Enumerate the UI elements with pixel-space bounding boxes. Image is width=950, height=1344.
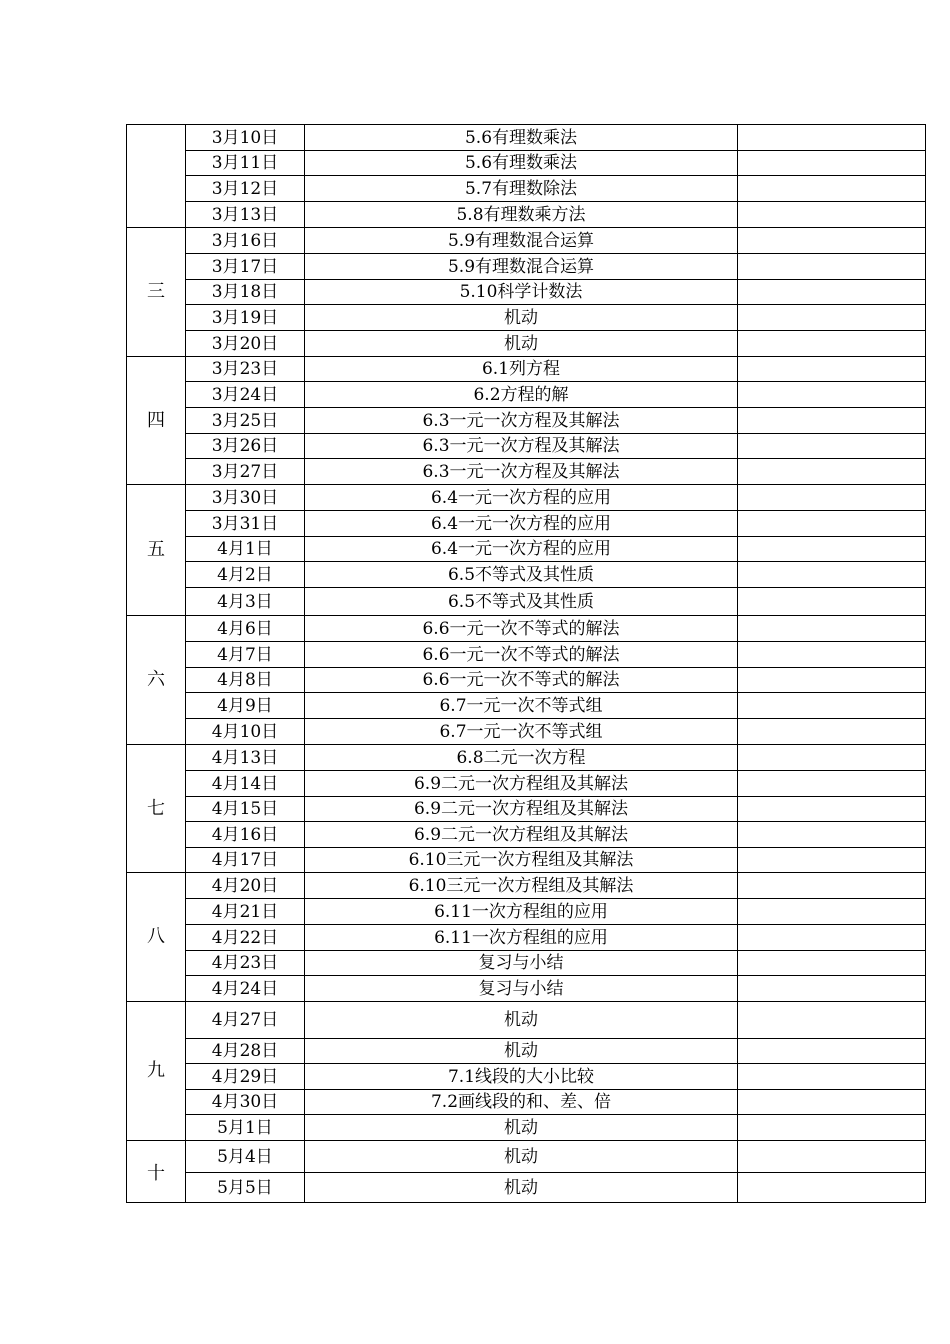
date-cell: 4月27日 [186, 1002, 305, 1039]
table-row [127, 925, 926, 951]
week-label: 八 [147, 926, 165, 947]
table-row [127, 848, 926, 873]
date-cell: 4月17日 [186, 848, 305, 873]
date-cell: 4月24日 [186, 976, 305, 1002]
date-cell: 3月12日 [186, 176, 305, 202]
topic-cell: 6.2方程的解 [305, 382, 738, 408]
note-cell [738, 642, 926, 668]
topic-cell: 6.4一元一次方程的应用 [305, 537, 738, 562]
date-cell: 3月23日 [186, 357, 305, 382]
date-cell: 3月18日 [186, 280, 305, 305]
table-row [127, 642, 926, 668]
note-cell [738, 305, 926, 331]
table-row [127, 1002, 926, 1039]
topic-cell: 6.3一元一次方程及其解法 [305, 408, 738, 434]
topic-cell: 6.6一元一次不等式的解法 [305, 616, 738, 642]
topic-cell: 6.11一次方程组的应用 [305, 899, 738, 925]
table-row [127, 408, 926, 434]
table-row [127, 771, 926, 797]
topic-cell: 6.9二元一次方程组及其解法 [305, 771, 738, 797]
table-row [127, 797, 926, 822]
topic-cell: 5.9有理数混合运算 [305, 254, 738, 280]
date-cell: 4月6日 [186, 616, 305, 642]
topic-cell: 机动 [305, 331, 738, 357]
topic-cell: 6.9二元一次方程组及其解法 [305, 797, 738, 822]
note-cell [738, 771, 926, 797]
note-cell [738, 202, 926, 228]
date-cell: 3月16日 [186, 228, 305, 254]
date-cell: 3月11日 [186, 151, 305, 176]
table-row [127, 562, 926, 588]
week-label: 五 [147, 539, 165, 560]
table-row [127, 1115, 926, 1141]
date-cell: 3月24日 [186, 382, 305, 408]
table-row [127, 125, 926, 151]
date-cell: 3月19日 [186, 305, 305, 331]
table-row [127, 485, 926, 511]
note-cell [738, 1173, 926, 1203]
week-label: 九 [147, 1060, 165, 1081]
note-cell [738, 1090, 926, 1115]
topic-cell: 6.5不等式及其性质 [305, 588, 738, 616]
table-row [127, 305, 926, 331]
topic-cell: 7.2画线段的和、差、倍 [305, 1090, 738, 1115]
date-cell: 3月31日 [186, 511, 305, 537]
week-cell [127, 745, 186, 873]
topic-cell: 6.6一元一次不等式的解法 [305, 642, 738, 668]
week-label: 三 [147, 281, 165, 302]
table-row [127, 745, 926, 771]
date-cell: 4月23日 [186, 951, 305, 976]
note-cell [738, 719, 926, 745]
note-cell [738, 693, 926, 719]
topic-cell: 6.3一元一次方程及其解法 [305, 459, 738, 485]
note-cell [738, 976, 926, 1002]
schedule-table [126, 124, 926, 1203]
note-cell [738, 1064, 926, 1090]
topic-cell: 7.1线段的大小比较 [305, 1064, 738, 1090]
date-cell: 3月30日 [186, 485, 305, 511]
topic-cell: 6.1列方程 [305, 357, 738, 382]
table-row [127, 254, 926, 280]
date-cell: 3月17日 [186, 254, 305, 280]
date-cell: 4月14日 [186, 771, 305, 797]
note-cell [738, 588, 926, 616]
date-cell: 3月20日 [186, 331, 305, 357]
date-cell: 5月1日 [186, 1115, 305, 1141]
table-row [127, 951, 926, 976]
table-row [127, 331, 926, 357]
week-cell [127, 485, 186, 616]
topic-cell: 6.4一元一次方程的应用 [305, 511, 738, 537]
note-cell [738, 485, 926, 511]
table-row [127, 1039, 926, 1064]
topic-cell: 机动 [305, 305, 738, 331]
date-cell: 4月30日 [186, 1090, 305, 1115]
note-cell [738, 925, 926, 951]
topic-cell: 机动 [305, 1039, 738, 1064]
week-label: 十 [147, 1162, 165, 1184]
week-cell [127, 125, 186, 228]
topic-cell: 5.8有理数乘方法 [305, 202, 738, 228]
date-cell: 4月3日 [186, 588, 305, 616]
note-cell [738, 331, 926, 357]
topic-cell: 6.7一元一次不等式组 [305, 719, 738, 745]
topic-cell: 6.7一元一次不等式组 [305, 693, 738, 719]
date-cell: 4月9日 [186, 693, 305, 719]
week-cell [127, 1141, 186, 1203]
note-cell [738, 254, 926, 280]
note-cell [738, 382, 926, 408]
table-row [127, 202, 926, 228]
table-row [127, 176, 926, 202]
note-cell [738, 151, 926, 176]
note-cell [738, 1039, 926, 1064]
date-cell: 4月15日 [186, 797, 305, 822]
date-cell: 4月1日 [186, 537, 305, 562]
date-cell: 4月2日 [186, 562, 305, 588]
topic-cell: 5.9有理数混合运算 [305, 228, 738, 254]
topic-cell: 5.7有理数除法 [305, 176, 738, 202]
date-cell: 3月27日 [186, 459, 305, 485]
table-row [127, 616, 926, 642]
date-cell: 3月25日 [186, 408, 305, 434]
table-row [127, 873, 926, 899]
topic-cell: 机动 [305, 1002, 738, 1039]
table-row [127, 280, 926, 305]
table-row [127, 511, 926, 537]
date-cell: 3月10日 [186, 125, 305, 151]
date-cell: 4月10日 [186, 719, 305, 745]
note-cell [738, 848, 926, 873]
table-row [127, 588, 926, 616]
table-row [127, 976, 926, 1002]
topic-cell: 6.11一次方程组的应用 [305, 925, 738, 951]
note-cell [738, 176, 926, 202]
date-cell: 4月8日 [186, 668, 305, 693]
note-cell [738, 1002, 926, 1039]
note-cell [738, 1115, 926, 1141]
table-row [127, 228, 926, 254]
table-row [127, 1064, 926, 1090]
date-cell: 5月5日 [186, 1173, 305, 1203]
table-row [127, 1173, 926, 1203]
topic-cell: 6.8二元一次方程 [305, 745, 738, 771]
table-row [127, 459, 926, 485]
topic-cell: 机动 [305, 1115, 738, 1141]
note-cell [738, 434, 926, 459]
topic-cell: 机动 [305, 1173, 738, 1203]
date-cell: 3月26日 [186, 434, 305, 459]
week-cell [127, 228, 186, 357]
note-cell [738, 797, 926, 822]
table-row [127, 899, 926, 925]
topic-cell: 6.6一元一次不等式的解法 [305, 668, 738, 693]
table-row [127, 382, 926, 408]
week-cell [127, 1002, 186, 1141]
note-cell [738, 873, 926, 899]
table-row [127, 822, 926, 848]
date-cell: 4月22日 [186, 925, 305, 951]
table-row [127, 357, 926, 382]
note-cell [738, 951, 926, 976]
note-cell [738, 899, 926, 925]
topic-cell: 6.4一元一次方程的应用 [305, 485, 738, 511]
week-label: 四 [147, 409, 165, 431]
table-row [127, 151, 926, 176]
date-cell: 4月13日 [186, 745, 305, 771]
date-cell: 4月21日 [186, 899, 305, 925]
note-cell [738, 537, 926, 562]
date-cell: 4月16日 [186, 822, 305, 848]
date-cell: 5月4日 [186, 1141, 305, 1173]
table-row [127, 537, 926, 562]
topic-cell: 5.6有理数乘法 [305, 151, 738, 176]
topic-cell: 机动 [305, 1141, 738, 1173]
note-cell [738, 125, 926, 151]
note-cell [738, 408, 926, 434]
note-cell [738, 228, 926, 254]
note-cell [738, 280, 926, 305]
note-cell [738, 1141, 926, 1173]
table-row [127, 693, 926, 719]
note-cell [738, 745, 926, 771]
topic-cell: 6.9二元一次方程组及其解法 [305, 822, 738, 848]
topic-cell: 6.10三元一次方程组及其解法 [305, 873, 738, 899]
week-label: 七 [147, 797, 165, 819]
topic-cell: 5.10科学计数法 [305, 280, 738, 305]
week-cell [127, 357, 186, 485]
date-cell: 4月28日 [186, 1039, 305, 1064]
note-cell [738, 668, 926, 693]
note-cell [738, 562, 926, 588]
note-cell [738, 357, 926, 382]
table-row [127, 668, 926, 693]
topic-cell: 复习与小结 [305, 951, 738, 976]
topic-cell: 6.3一元一次方程及其解法 [305, 434, 738, 459]
note-cell [738, 459, 926, 485]
topic-cell: 6.5不等式及其性质 [305, 562, 738, 588]
table-row [127, 434, 926, 459]
table-row [127, 719, 926, 745]
date-cell: 3月13日 [186, 202, 305, 228]
table-row [127, 1141, 926, 1173]
table-row [127, 1090, 926, 1115]
date-cell: 4月29日 [186, 1064, 305, 1090]
date-cell: 4月7日 [186, 642, 305, 668]
week-label: 六 [147, 669, 165, 690]
week-cell [127, 873, 186, 1002]
note-cell [738, 616, 926, 642]
week-cell [127, 616, 186, 745]
note-cell [738, 511, 926, 537]
topic-cell: 5.6有理数乘法 [305, 125, 738, 151]
date-cell: 4月20日 [186, 873, 305, 899]
note-cell [738, 822, 926, 848]
topic-cell: 复习与小结 [305, 976, 738, 1002]
topic-cell: 6.10三元一次方程组及其解法 [305, 848, 738, 873]
